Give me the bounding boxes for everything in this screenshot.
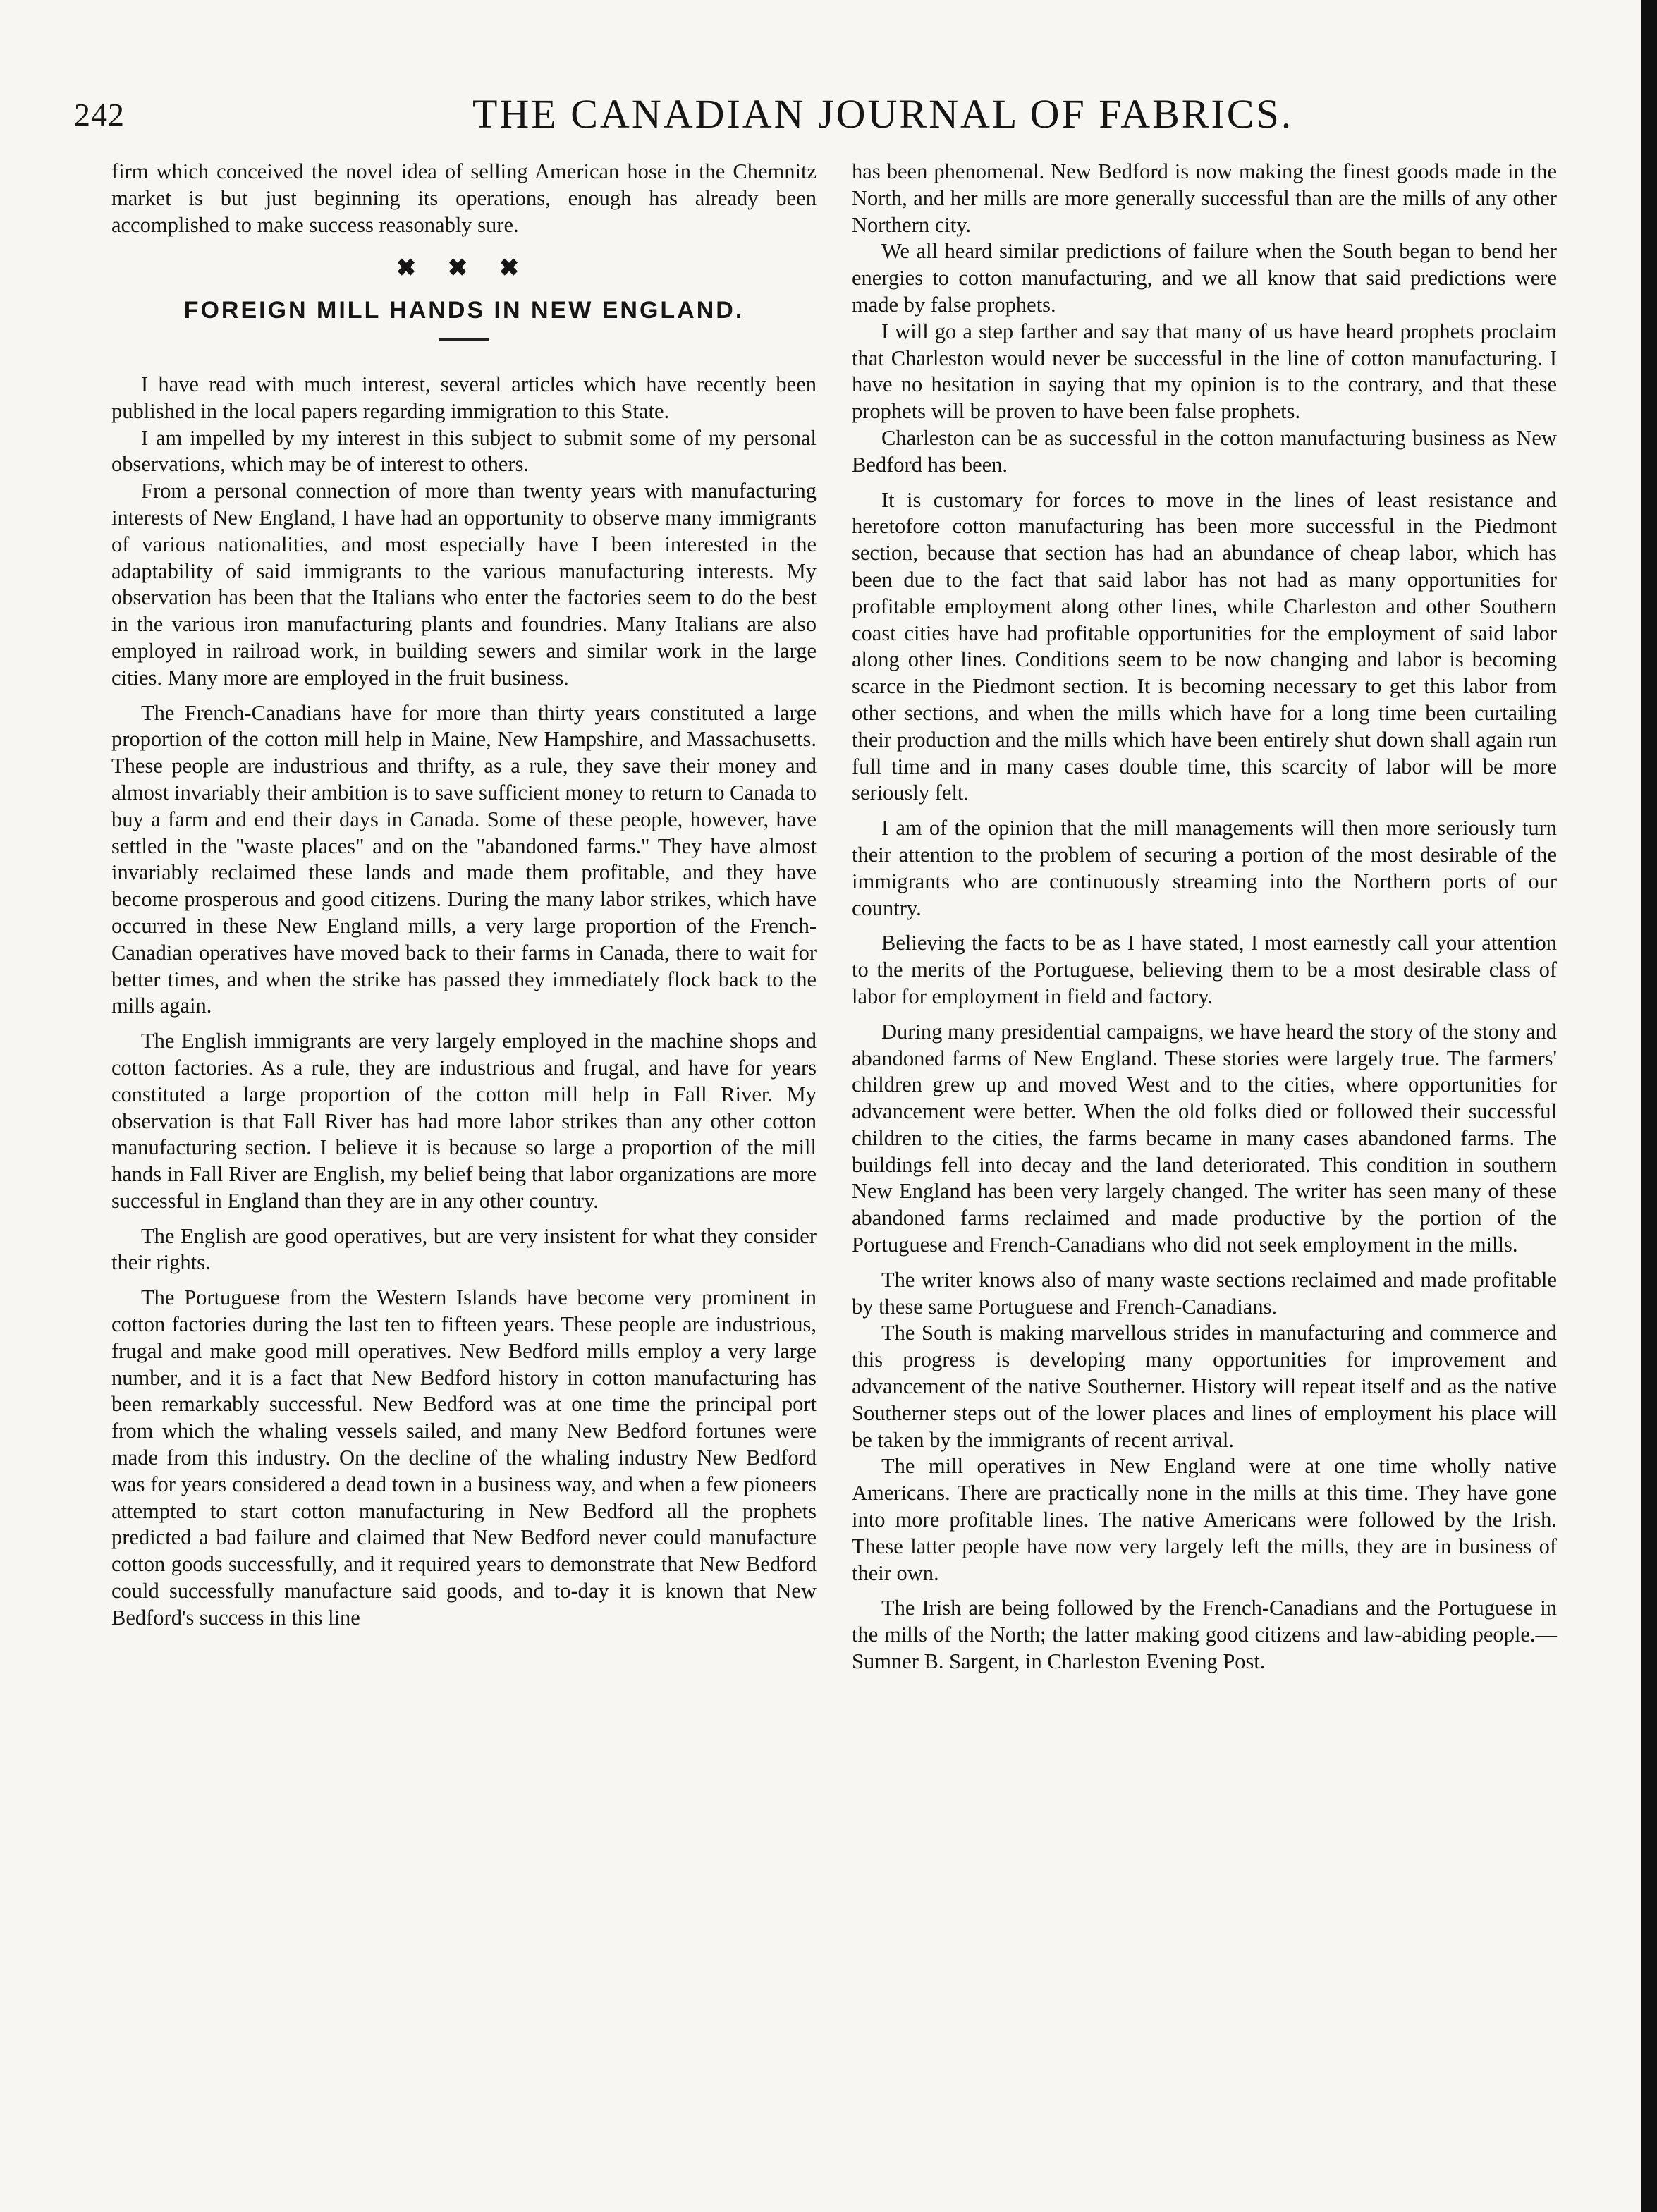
article-paragraph: The French-Canadians have for more than thirty years constituted a large proportion of the cotton mill help in Maine, New Hampshire, and Massachusetts. These people are industrious and thrifty, as a rule, they save their money and almost invariably their ambition is to save sufficient money to return to Canada to buy a farm and end their days in Canada. Some of these people, however, have settled in the "waste places" and on the "abandoned farms." They have almost invariably reclaimed these lands and made them profitable, and they have become prosperous and good citizens. During the many labor strikes, which have occurred in these New England mills, a very large proportion of the French-Canadian operatives have moved back to their farms in Canada, there to wait for better times, and when the strike has passed they immediately flock back to the mills again. — [111, 700, 817, 1018]
scan-edge-bar — [1641, 0, 1657, 2212]
journal-title: THE CANADIAN JOURNAL OF FABRICS. — [472, 91, 1294, 137]
right-column — [852, 159, 1557, 1675]
article-paragraph: The English are good operatives, but are very insistent for what they consider their rights. — [111, 1223, 817, 1275]
article-paragraph: Charleston can be as successful in the cotton manufacturing business as New Bedford has been. — [852, 425, 1557, 477]
article-paragraph: From a personal connection of more than twenty years with manufacturing interests of New England, I have had an opportunity to observe many immigrants of various nationalities, and most especially have I been interested in the adaptability of said immigrants to the various manufacturing interests. My observation has been that the Italians who enter the factories seem to do the best in the various iron manufacturing plants and foundries. Many Italians are also employed in railroad work, in building sewers and similar work in the large cities. Many more are employed in the fruit business. — [111, 479, 817, 690]
article-paragraph: The Irish are being followed by the French-Canadians and the Portuguese in the mills of the North; the latter making good citizens and law-abiding people.—Sumner B. Sargent, in Charleston Evening Post. — [852, 1596, 1557, 1674]
article-paragraph: The South is making marvellous strides in manufacturing and commerce and this progress is developing many opportunities for improvement and advancement of the native Southerner. History will repeat itself and as the native Southerner steps out of the lower places and lines of employment his place will be taken by the immigrants of recent arrival. — [852, 1321, 1557, 1452]
article-paragraph: The Portuguese from the Western Islands have become very prominent in cotton factories during the last ten to fifteen years. These people are industrious, frugal and make good mill operatives. New Bedford mills employ a very large number, and it is a fact that New Bedford history in cotton manufacturing has been remarkably successful. New Bedford was at one time the principal port from which the whaling vessels sailed, and many New Bedford fortunes were made from this industry. On the decline of the whaling industry New Bedford was for years considered a dead town in a business way, and when a few pioneers attempted to start cotton manufacturing in New Bedford all the prophets predicted a bad failure and claimed that New Bedford never could manufacture cotton goods successfully, and it required years to demonstrate that New Bedford could successfully manufacture said goods, and to-day it is known that New Bedford's success in this line — [111, 1285, 817, 1630]
article-paragraph: Believing the facts to be as I have stated, I most earnestly call your attention to the merits of the Portuguese, believing them to be a most desirable class of labor for employment in field and factory. — [852, 931, 1557, 1008]
article-paragraph: During many presidential campaigns, we have heard the story of the stony and abandoned farms of New England. These stories were largely true. The farmers' children grew up and moved West and to the cities, where opportunities for advancement were better. When the old folks died or followed their successful children to the cities, the farms became in many cases abandoned farms. The buildings fell into decay and the land deteriorated. This condition in southern New England has been very largely changed. The writer has seen many of these abandoned farms reclaimed and made productive by the portion of the Portuguese and French-Canadians who did not seek employment in the mills. — [852, 1019, 1557, 1257]
article-paragraph: I am impelled by my interest in this subject to submit some of my personal observations, which may be of interest to others. — [111, 425, 817, 477]
page-header — [74, 90, 1632, 147]
page-number: 242 — [74, 97, 125, 133]
article-paragraph: It is customary for forces to move in the lines of least resistance and heretofore cotton manufacturing has been more successful in the Piedmont section, because that section has had an abundance of cheap labor, which has been due to the fact that said labor has not had as many opportunities for profitable employment along other lines, while Charleston and other Southern coast cities have had profitable opportunities for the employment of said labor along other lines. Conditions seem to be now changing and labor is becoming scarce in the Piedmont section. It is becoming necessary to get this labor from other sections, and when the mills which have for a long time been curtailing their production and the mills which have been entirely shut down shall again run full time and in many cases double time, this scarcity of labor will be more seriously felt. — [852, 487, 1557, 805]
article-paragraph: The English immigrants are very largely employed in the machine shops and cotton factories. As a rule, they are industrious and frugal, and have for years constituted a large proportion of the cotton mill help in Fall River. My observation is that Fall River has had more labor strikes than any other cotton manufacturing section. I believe it is because so large a proportion of the mill hands in Fall River are English, my belief being that labor organizations are more successful in England than they are in any other country. — [111, 1029, 817, 1213]
continuation-paragraph: has been phenomenal. New Bedford is now making the finest goods made in the North, and her mills are more generally successful than are the mills of any other Northern city. — [852, 159, 1557, 237]
article-paragraph: The writer knows also of many waste sections reclaimed and made profitable by these same Portuguese and French-Canadians. — [852, 1267, 1557, 1319]
article-paragraph: We all heard similar predictions of failure when the South began to bend her energies to cotton manufacturing, and we all know that said predictions were made by false prophets. — [852, 239, 1557, 317]
article-heading: FOREIGN MILL HANDS IN NEW ENGLAND. — [183, 297, 745, 324]
heading-rule — [439, 338, 489, 341]
intro-paragraph: firm which conceived the novel idea of selling American hose in the Chemnitz market is but just beginning its operations, enough has already been accomplished to make success reasonably sure. — [111, 159, 817, 237]
article-paragraph: I am of the opinion that the mill managements will then more seriously turn their attention to the problem of securing a portion of the most desirable of the immigrants who are continuously streaming into the Northern ports of our country. — [852, 816, 1557, 920]
article-paragraph: I have read with much interest, several articles which have recently been published in the local papers regarding immigration to this State. — [111, 372, 817, 423]
article-paragraph: I will go a step farther and say that many of us have heard prophets proclaim that Charleston would never be successful in the line of cotton manufacturing. I have no hesitation in saying that my opinion is to the contrary, and that these prophets will be proven to have been false prophets. — [852, 319, 1557, 424]
left-column — [111, 159, 817, 1632]
article-paragraph: The mill operatives in New England were at one time wholly native Americans. There are practically none in the mills at this time. They have gone into more profitable lines. The native Americans were followed by the Irish. These latter people have now very largely left the mills, they are in business of their own. — [852, 1454, 1557, 1585]
section-ornament: ✖ ✖ ✖ — [396, 255, 532, 282]
